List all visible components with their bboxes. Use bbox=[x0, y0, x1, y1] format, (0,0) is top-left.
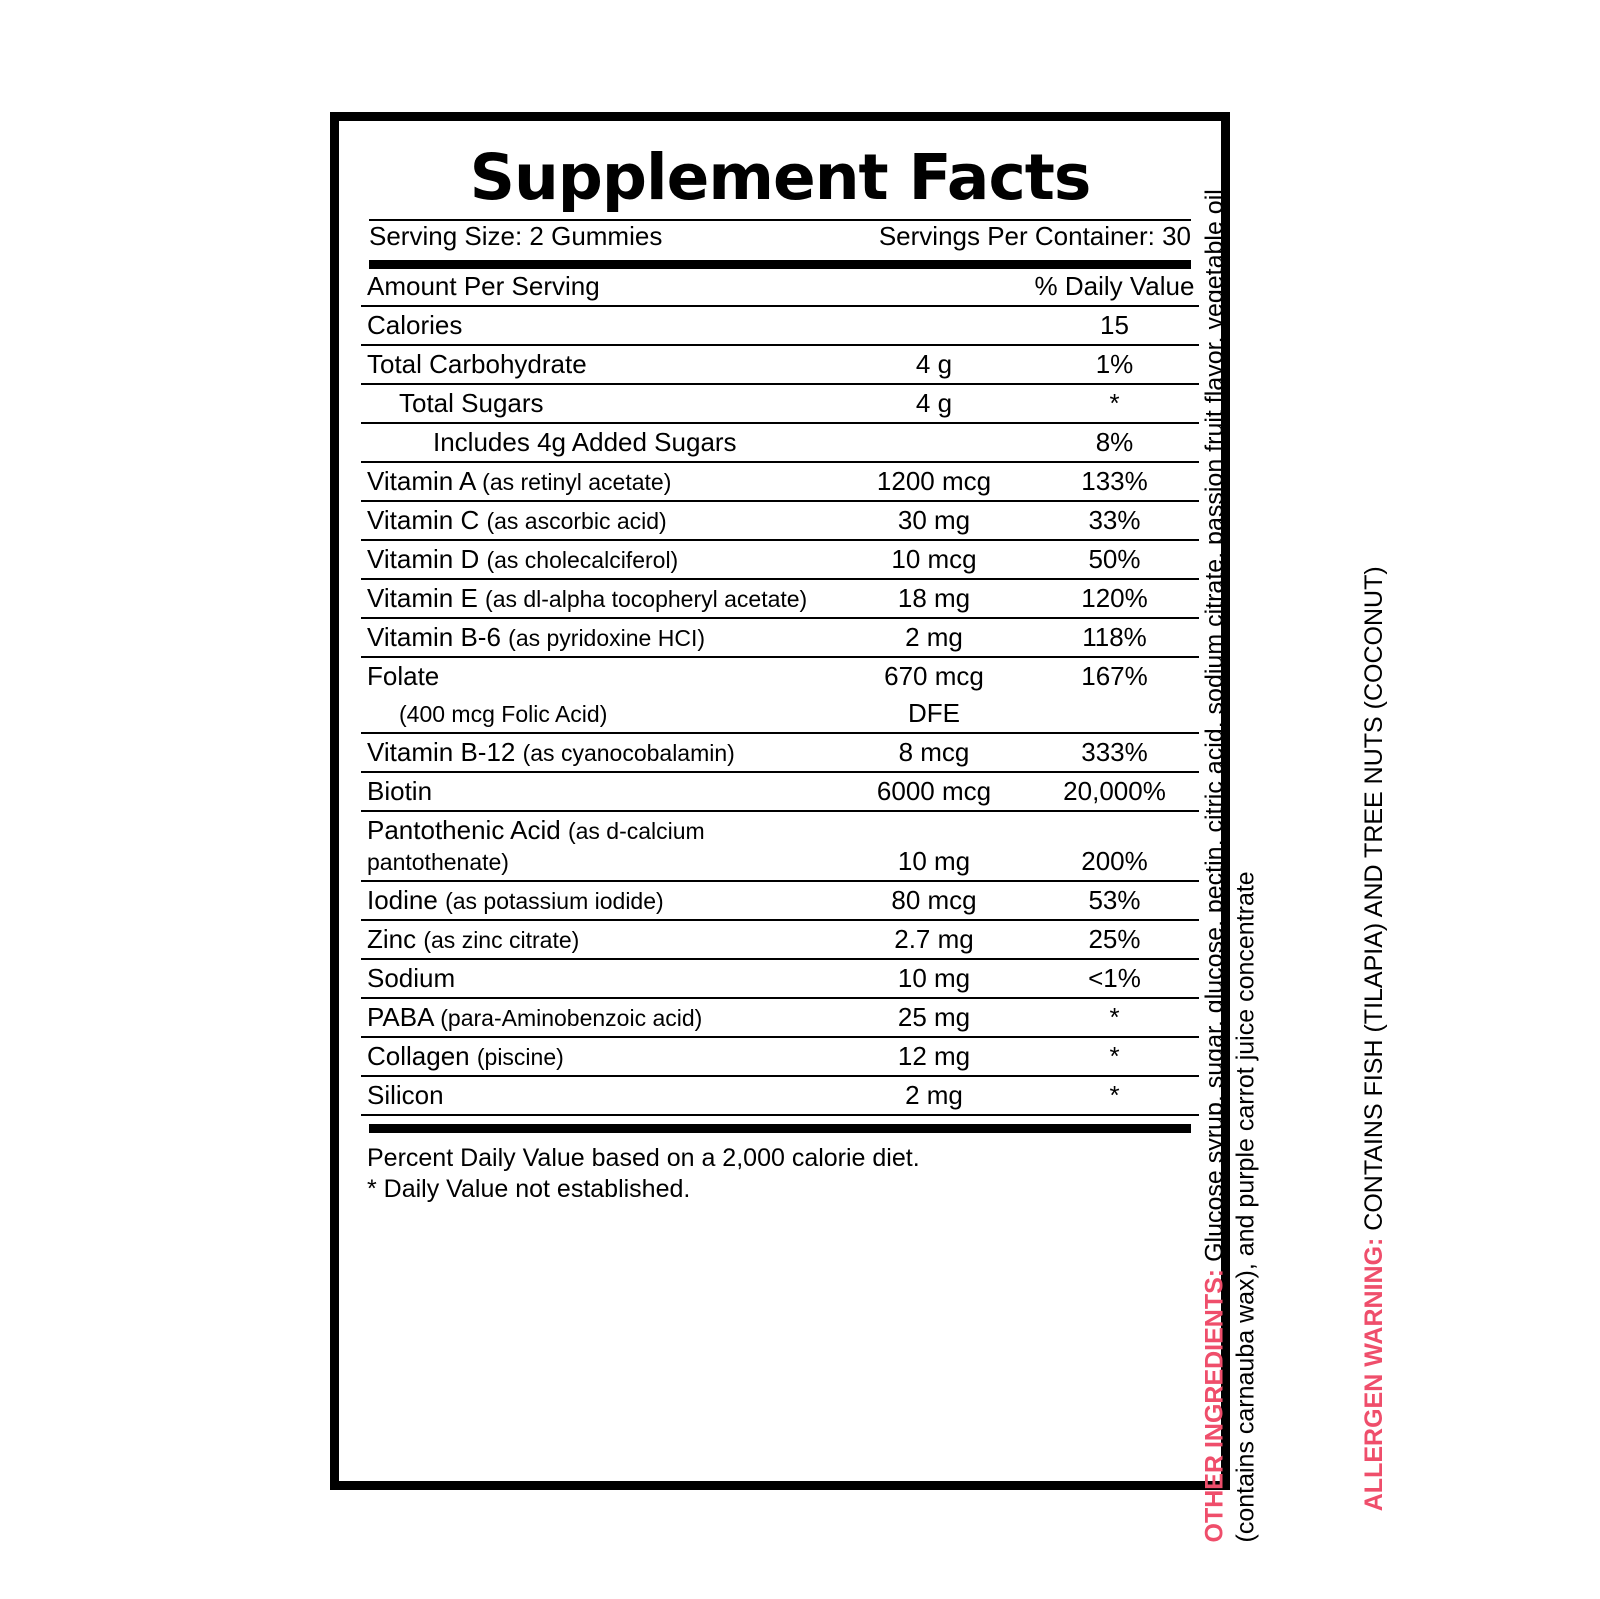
table-row-folate-sub bbox=[361, 695, 1199, 733]
nutrient-dv: * bbox=[1034, 998, 1199, 1037]
table-row-folate bbox=[361, 657, 1199, 695]
other-ingredients-block bbox=[1200, 183, 1263, 1543]
table-row bbox=[361, 423, 1199, 462]
allergen-warning-text: CONTAINS FISH (TILAPIA) AND TREE NUTS (COCONUT) bbox=[1359, 566, 1388, 1231]
nutrient-name: Collagen bbox=[367, 1041, 470, 1072]
nutrient-name: Biotin bbox=[367, 776, 433, 807]
nutrient-source: (as zinc citrate) bbox=[423, 927, 580, 954]
table-row bbox=[361, 618, 1199, 657]
table-row bbox=[361, 501, 1199, 540]
nutrient-dv-empty bbox=[1034, 695, 1199, 733]
nutrient-dv: 333% bbox=[1034, 733, 1199, 772]
nutrient-source: (as pyridoxine HCI) bbox=[508, 625, 705, 652]
nutrient-dv: 200% bbox=[1034, 811, 1199, 881]
nutrient-dv: 1% bbox=[1034, 345, 1199, 384]
nutrient-amount: 4 g bbox=[834, 345, 1034, 384]
nutrient-name: Sodium bbox=[367, 963, 456, 994]
nutrient-source: (piscine) bbox=[476, 1044, 564, 1071]
table-row bbox=[361, 733, 1199, 772]
daily-value-header: % Daily Value bbox=[1034, 269, 1199, 306]
nutrient-source: (as cholecalciferol) bbox=[486, 547, 679, 574]
serving-size-label: Serving Size: 2 Gummies bbox=[369, 221, 663, 252]
nutrient-name: Vitamin E bbox=[367, 583, 478, 614]
nutrition-table bbox=[361, 269, 1199, 1116]
nutrient-dv: * bbox=[1034, 1076, 1199, 1115]
nutrient-amount: 2 mg bbox=[834, 618, 1034, 657]
nutrient-amount: 2 mg bbox=[834, 1076, 1034, 1115]
nutrient-dv: 167% bbox=[1081, 661, 1148, 692]
nutrient-amount: 80 mcg bbox=[834, 881, 1034, 920]
table-row bbox=[361, 462, 1199, 501]
nutrient-source: (as ascorbic acid) bbox=[486, 508, 667, 535]
nutrient-source: (as dl-alpha tocopheryl acetate) bbox=[485, 586, 808, 613]
nutrient-amount bbox=[834, 306, 1034, 345]
table-row bbox=[361, 772, 1199, 811]
nutrient-amount: 10 mg bbox=[834, 959, 1034, 998]
table-row bbox=[361, 1037, 1199, 1076]
nutrient-amount: 8 mcg bbox=[834, 733, 1034, 772]
nutrient-name: Folate bbox=[367, 661, 440, 692]
nutrient-source: (as d-calcium pantothenate) bbox=[367, 818, 705, 876]
nutrient-source: (as retinyl acetate) bbox=[482, 469, 672, 496]
amount-header-spacer bbox=[834, 269, 1034, 306]
table-header-row bbox=[361, 269, 1199, 306]
nutrient-amount: 30 mg bbox=[834, 501, 1034, 540]
nutrient-dv: 53% bbox=[1034, 881, 1199, 920]
nutrient-name: PABA bbox=[367, 1002, 434, 1033]
nutrient-name: Includes 4g Added Sugars bbox=[433, 427, 737, 458]
nutrient-dv: 15 bbox=[1034, 306, 1199, 345]
nutrient-dv: * bbox=[1034, 384, 1199, 423]
table-row bbox=[361, 959, 1199, 998]
nutrient-name: Zinc bbox=[367, 924, 417, 955]
table-row bbox=[361, 540, 1199, 579]
nutrient-amount: 1200 mcg bbox=[834, 462, 1034, 501]
nutrient-source: (as potassium iodide) bbox=[445, 888, 664, 915]
table-row bbox=[361, 881, 1199, 920]
nutrient-amount: 6000 mcg bbox=[834, 772, 1034, 811]
nutrient-dv: 8% bbox=[1034, 423, 1199, 462]
nutrient-amount: 18 mg bbox=[834, 579, 1034, 618]
nutrient-dv: 20,000% bbox=[1034, 772, 1199, 811]
nutrient-name: Vitamin C bbox=[367, 505, 480, 536]
page-title: Supplement Facts bbox=[469, 141, 1091, 214]
nutrient-dv: <1% bbox=[1034, 959, 1199, 998]
servings-per-container-label: Servings Per Container: 30 bbox=[878, 221, 1191, 252]
allergen-warning-heading: ALLERGEN WARNING: bbox=[1359, 1237, 1388, 1512]
nutrient-amount: 2.7 mg bbox=[834, 920, 1034, 959]
table-row bbox=[361, 306, 1199, 345]
nutrient-source: (para-Aminobenzoic acid) bbox=[440, 1005, 703, 1032]
footnotes bbox=[361, 1133, 1199, 1206]
nutrient-amount-unit: DFE bbox=[834, 695, 1034, 733]
nutrient-dv: 50% bbox=[1034, 540, 1199, 579]
nutrient-dv: 120% bbox=[1034, 579, 1199, 618]
serving-info-row bbox=[361, 221, 1199, 260]
nutrient-dv: 33% bbox=[1034, 501, 1199, 540]
nutrient-amount: 12 mg bbox=[834, 1037, 1034, 1076]
nutrient-amount: 25 mg bbox=[834, 998, 1034, 1037]
divider-thick-bottom bbox=[369, 1124, 1191, 1133]
nutrient-amount: 4 g bbox=[834, 384, 1034, 423]
nutrient-amount: 10 mcg bbox=[834, 540, 1034, 579]
nutrient-dv: 25% bbox=[1034, 920, 1199, 959]
table-row bbox=[361, 1076, 1199, 1115]
nutrient-name: Silicon bbox=[367, 1080, 444, 1111]
footnote-not-established: * Daily Value not established. bbox=[367, 1175, 691, 1204]
footnote-daily-value: Percent Daily Value based on a 2,000 calorie diet. bbox=[367, 1144, 920, 1173]
other-ingredients-heading: OTHER INGREDIENTS: bbox=[1200, 1268, 1229, 1543]
nutrient-dv: 118% bbox=[1034, 618, 1199, 657]
nutrient-name: Vitamin B-6 bbox=[367, 622, 501, 653]
allergen-warning-block bbox=[1359, 151, 1390, 1511]
nutrient-name: Vitamin B-12 bbox=[367, 737, 516, 768]
nutrient-name: Pantothenic Acid bbox=[367, 815, 561, 846]
table-row bbox=[361, 579, 1199, 618]
nutrient-amount bbox=[834, 423, 1034, 462]
nutrient-source: (400 mcg Folic Acid) bbox=[399, 701, 608, 728]
nutrient-name: Total Carbohydrate bbox=[367, 349, 587, 380]
nutrient-dv: * bbox=[1034, 1037, 1199, 1076]
nutrient-amount: 10 mg bbox=[834, 811, 1034, 881]
nutrient-amount: 670 mcg bbox=[884, 661, 984, 692]
divider-thick-top bbox=[369, 260, 1191, 269]
table-row bbox=[361, 811, 1199, 881]
supplement-facts-panel bbox=[330, 112, 1230, 1490]
nutrient-name: Vitamin D bbox=[367, 544, 480, 575]
nutrient-dv: 133% bbox=[1034, 462, 1199, 501]
nutrient-name: Vitamin A bbox=[367, 466, 475, 497]
amount-per-serving-header: Amount Per Serving bbox=[361, 269, 834, 306]
table-row bbox=[361, 345, 1199, 384]
table-row bbox=[361, 384, 1199, 423]
nutrient-source: (as cyanocobalamin) bbox=[522, 740, 735, 767]
nutrient-name: Iodine bbox=[367, 885, 438, 916]
other-ingredients-text: Glucose syrup, sugar, glucose, pectin, citric acid, sodium citrate, passion fruit flavor, vegetable oil (contains carnauba wax), and purple carrot juice concentrate bbox=[1200, 189, 1260, 1543]
table-row bbox=[361, 920, 1199, 959]
table-row bbox=[361, 998, 1199, 1037]
nutrient-name: Total Sugars bbox=[399, 388, 544, 419]
nutrient-name: Calories bbox=[367, 310, 463, 341]
